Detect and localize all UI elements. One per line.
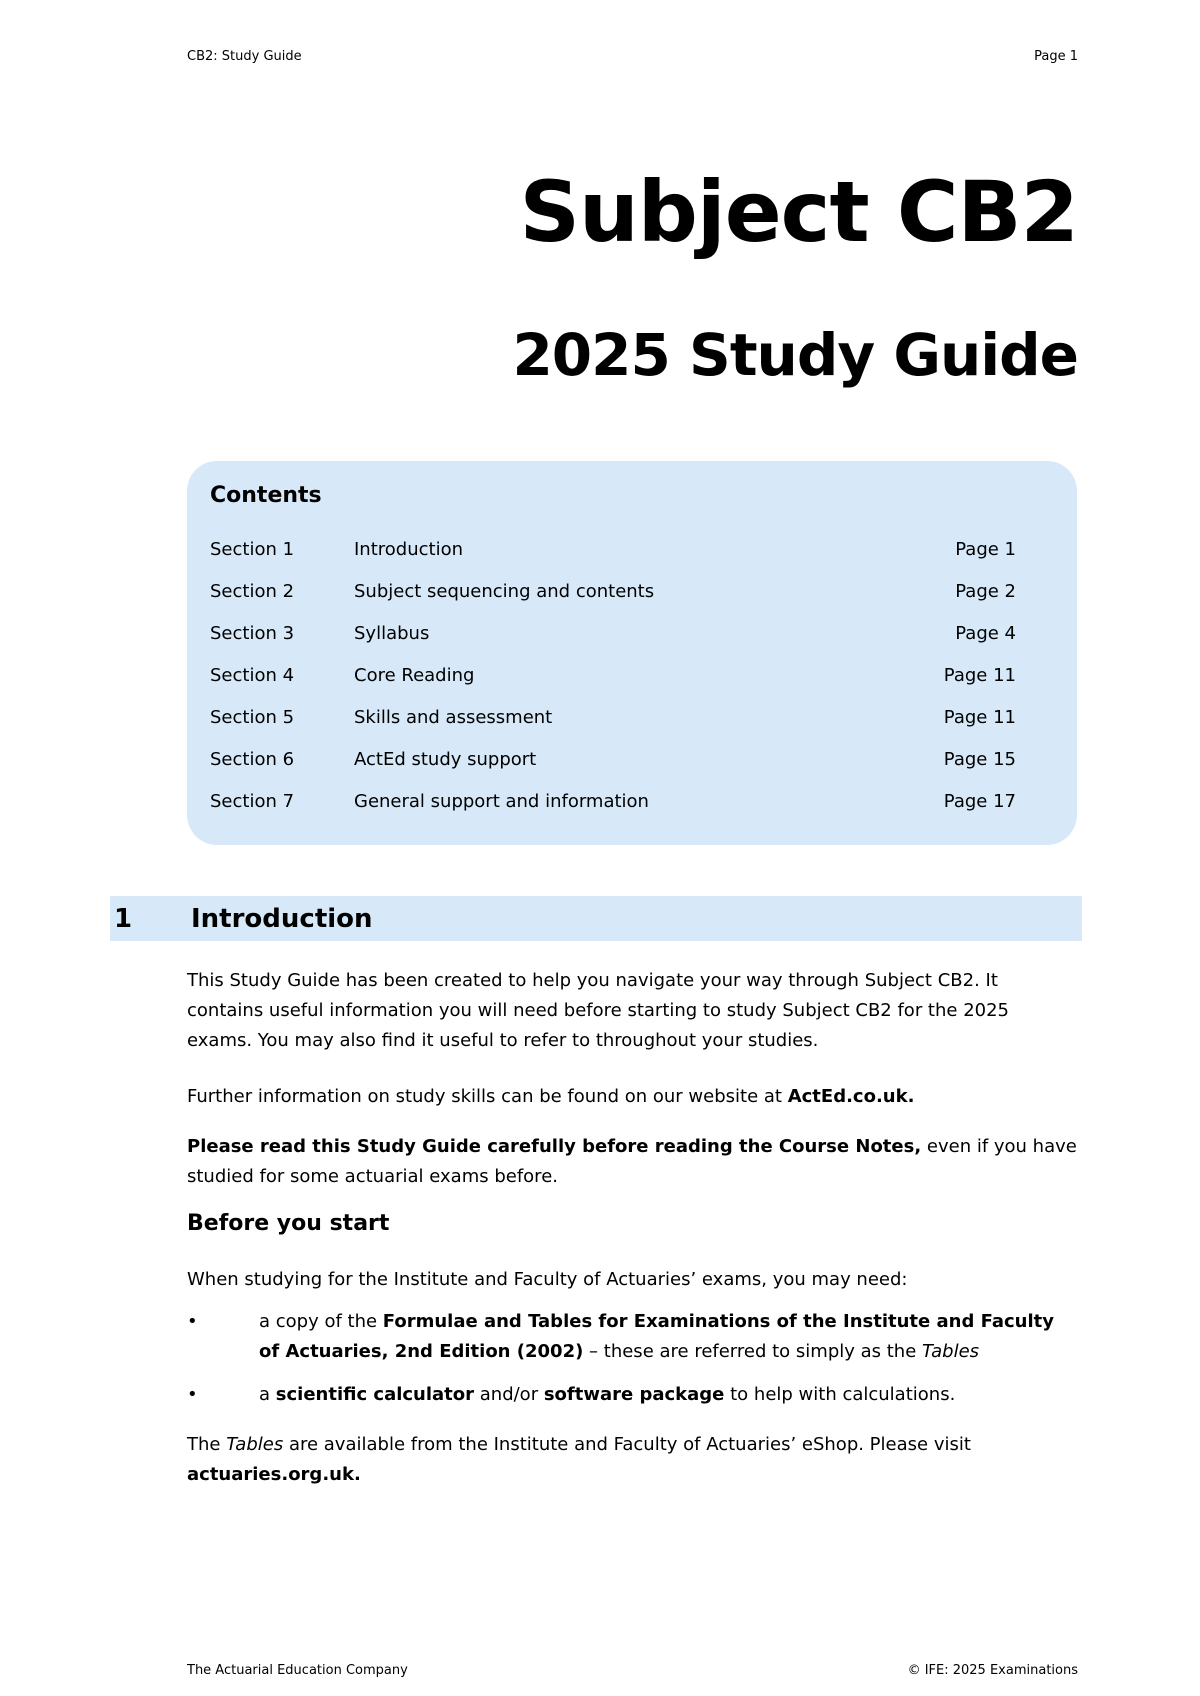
toc-page: Page 2 bbox=[955, 580, 1016, 602]
intro-paragraph: This Study Guide has been created to help you navigate your way through Subject CB2. It contains useful information you will need before starting to study Subject CB2 for the 2025 exams. You may also find it useful to refer to throughout your studies. bbox=[187, 970, 1010, 1051]
bullet-text bbox=[259, 1307, 1077, 1367]
document-subtitle: 2025 Study Guide bbox=[512, 321, 1078, 389]
toc-section: Section 2 bbox=[210, 580, 295, 602]
toc-name: Skills and assessment bbox=[354, 706, 553, 728]
toc-row[interactable] bbox=[210, 780, 1054, 822]
tables-text: The bbox=[187, 1434, 227, 1455]
bullet-text-bold: software package bbox=[543, 1384, 725, 1405]
contents-box bbox=[187, 461, 1077, 845]
read-first-rest: even if you have studied for some actuarial exams before. bbox=[187, 1136, 1077, 1187]
toc-name: Subject sequencing and contents bbox=[354, 580, 655, 602]
toc-name: General support and information bbox=[354, 790, 649, 812]
bullet-text-part: – these are referred to simply as the bbox=[583, 1341, 923, 1362]
page-header bbox=[187, 49, 1078, 64]
toc-page: Page 4 bbox=[955, 622, 1016, 644]
section-title: Introduction bbox=[191, 903, 373, 934]
actuaries-link[interactable]: actuaries.org.uk. bbox=[187, 1464, 361, 1485]
toc-page: Page 11 bbox=[943, 664, 1016, 686]
document-title: Subject CB2 bbox=[519, 163, 1078, 261]
footer-copyright: © IFE: 2025 Examinations bbox=[907, 1663, 1078, 1678]
toc-section: Section 7 bbox=[210, 790, 295, 812]
list-item bbox=[187, 1307, 1077, 1367]
before-you-start-heading: Before you start bbox=[187, 1211, 390, 1236]
website-link[interactable]: ActEd.co.uk. bbox=[787, 1086, 915, 1107]
toc-section: Section 3 bbox=[210, 622, 295, 644]
toc-row[interactable] bbox=[210, 528, 1054, 570]
toc-section: Section 5 bbox=[210, 706, 295, 728]
read-first-paragraph bbox=[187, 1132, 1077, 1192]
tables-italic: Tables bbox=[226, 1434, 284, 1455]
toc-page: Page 17 bbox=[943, 790, 1016, 812]
header-doc-title: CB2: Study Guide bbox=[187, 49, 302, 64]
bullet-text-italic: Tables bbox=[922, 1341, 980, 1362]
contents-title: Contents bbox=[210, 483, 322, 508]
read-first-bold: Please read this Study Guide carefully before reading the Course Notes, bbox=[187, 1136, 922, 1157]
bullet-text-bold: scientific calculator bbox=[275, 1384, 475, 1405]
footer-company: The Actuarial Education Company bbox=[187, 1663, 408, 1678]
toc-row[interactable] bbox=[210, 612, 1054, 654]
bullet-text bbox=[259, 1380, 1077, 1410]
may-need-paragraph: When studying for the Institute and Faculty of Actuaries’ exams, you may need: bbox=[187, 1269, 908, 1290]
toc-page: Page 1 bbox=[955, 538, 1016, 560]
toc-section: Section 4 bbox=[210, 664, 295, 686]
bullet-text-bold: Formulae and Tables for Examinations of the Institute and Faculty of Actuaries, 2nd Edition (2002) bbox=[259, 1311, 1054, 1362]
toc-name: Syllabus bbox=[354, 622, 430, 644]
toc-name: ActEd study support bbox=[354, 748, 537, 770]
section-number: 1 bbox=[114, 903, 133, 934]
bullet-text-part: a bbox=[259, 1384, 276, 1405]
toc-row[interactable] bbox=[210, 654, 1054, 696]
toc-section: Section 6 bbox=[210, 748, 295, 770]
bullet-icon: • bbox=[187, 1311, 198, 1332]
bullet-icon: • bbox=[187, 1384, 198, 1405]
toc-name: Core Reading bbox=[354, 664, 475, 686]
bullet-text-part: to help with calculations. bbox=[724, 1384, 956, 1405]
tables-text: are available from the Institute and Faculty of Actuaries’ eShop. Please visit bbox=[283, 1434, 971, 1455]
toc-name: Introduction bbox=[354, 538, 464, 560]
bullet-text-part: a copy of the bbox=[259, 1311, 383, 1332]
header-page-number: Page 1 bbox=[1034, 49, 1078, 64]
website-text: Further information on study skills can be found on our website at bbox=[187, 1086, 788, 1107]
section-heading bbox=[110, 896, 1082, 941]
list-item bbox=[187, 1380, 1077, 1410]
website-paragraph bbox=[187, 1082, 1077, 1112]
toc-row[interactable] bbox=[210, 696, 1054, 738]
tables-paragraph bbox=[187, 1430, 1077, 1490]
bullet-text-part: and/or bbox=[474, 1384, 544, 1405]
page-footer bbox=[187, 1663, 1078, 1678]
toc-row[interactable] bbox=[210, 738, 1054, 780]
toc-section: Section 1 bbox=[210, 538, 295, 560]
toc-page: Page 11 bbox=[943, 706, 1016, 728]
toc-row[interactable] bbox=[210, 570, 1054, 612]
toc-page: Page 15 bbox=[943, 748, 1016, 770]
